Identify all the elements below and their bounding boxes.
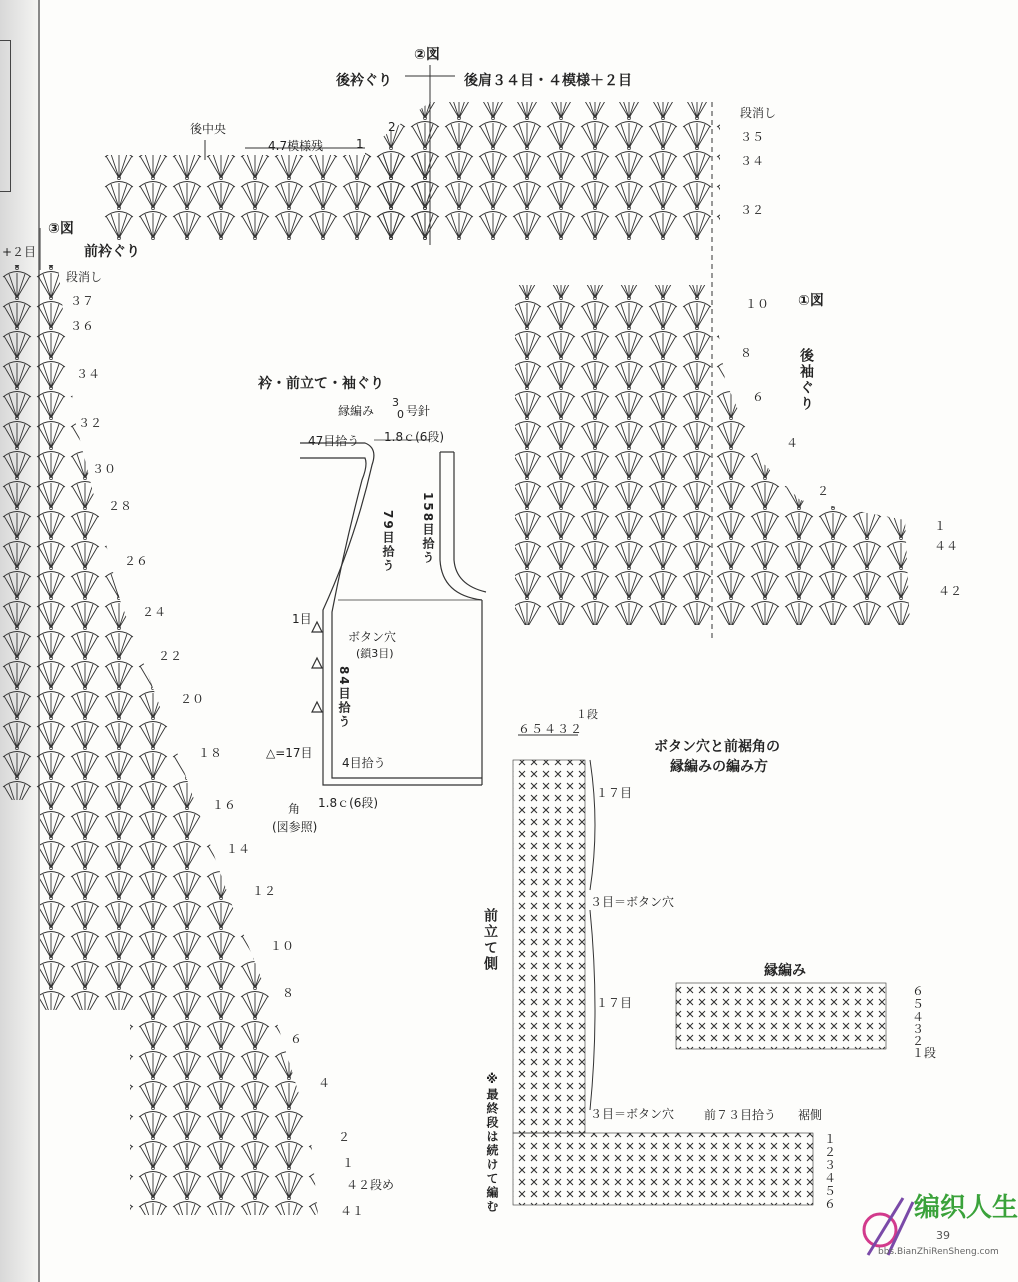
edging-row-label: ２ (912, 1034, 925, 1048)
armhole-inner (454, 452, 486, 592)
fig2-remain-label: 4.7模様残 (268, 139, 324, 153)
detail-bh2: ３目＝ボタン穴 (590, 1107, 675, 1121)
fig3-title: ③図 (48, 221, 74, 237)
edging-stitches (676, 983, 886, 1049)
fig3-row-label: ２０ (180, 692, 205, 706)
detail-row1: １段 (576, 708, 598, 721)
fig1-row-label: ４４ (934, 539, 959, 553)
fig2-right-stitches (365, 102, 720, 240)
detail-title-2: 縁編みの編み方 (670, 759, 768, 775)
edging-row-label: ３ (912, 1022, 925, 1036)
hook-suffix: 号針 (406, 404, 431, 418)
front-band-stitches (513, 760, 585, 1133)
fig1-row-label: １ (934, 519, 947, 533)
hem-row-label: ５ (824, 1184, 837, 1198)
buttonhole-chain-label: (鎖3目) (356, 647, 394, 660)
logo-url: bbs.BianZhiRenSheng.com (878, 1247, 999, 1257)
detail-seg2: １７目 (596, 996, 633, 1010)
fig3-row-label: ４１ (340, 1204, 365, 1218)
fig3-plus2: +２目 (2, 245, 37, 259)
fig3-neck-label: 前衿ぐり (84, 244, 140, 260)
hem-row-label: ３ (824, 1158, 837, 1172)
page-number: 39 (936, 1229, 950, 1242)
hem-row-label: ４ (824, 1171, 837, 1185)
corner-label: 角 (288, 802, 301, 816)
hem-row-label: ６ (824, 1197, 837, 1211)
front-pick-label: 84目拾う (337, 666, 351, 729)
fig3-row-label: ３６ (70, 319, 95, 333)
buttonhole-label: ボタン穴 (348, 630, 397, 644)
fig3-row-label: ２８ (108, 499, 133, 513)
fig3-row-label: ３７ (70, 294, 95, 308)
fig3-row-label: ８ (282, 986, 295, 1000)
fig3-row-label: ３０ (92, 462, 117, 476)
fig2-center-label: 後中央 (190, 122, 227, 136)
detail-front-pick: 前７３目拾う (704, 1108, 777, 1122)
fig2-title: ②図 (414, 47, 440, 63)
fig3-row-label: １ (342, 1156, 355, 1170)
hem-row-label: ２ (824, 1145, 837, 1159)
schematic-inner (300, 458, 482, 778)
detail-note: ※最終段は続けて編む (485, 1072, 499, 1214)
neck-side-pick-label: 79目拾う (381, 510, 395, 573)
edging-row-label: ６ (912, 984, 925, 998)
schematic-title: 衿・前立て・袖ぐり (258, 376, 384, 392)
fig2-row-label: ３４ (740, 154, 765, 168)
fig1-stitches (515, 285, 910, 625)
corner-ref-label: (図参照) (272, 820, 318, 834)
edging-row-label: ４ (912, 1010, 925, 1024)
fig2-row-label: ３２ (740, 203, 765, 217)
segment-brackets (590, 760, 595, 1110)
schematic-outer (300, 443, 482, 785)
schematic-subtitle: 縁編み (338, 404, 375, 418)
fig1-row-label: ２ (817, 484, 830, 498)
fig3-row-label: １６ (212, 798, 237, 812)
fig2-row-1: 1 (356, 137, 364, 151)
top-width-label: 1.8ｃ(6段) (384, 430, 445, 444)
fig1-row-label: ８ (740, 346, 753, 360)
fig3-row-label: ２６ (124, 554, 149, 568)
hook-numerator: 3 (392, 396, 399, 409)
fig3-row-label: 段消し (66, 270, 103, 284)
fig3-row-label: ６ (290, 1032, 303, 1046)
fig3-row-label: ２ (338, 1130, 351, 1144)
bottom-width-label: 1.8ｃ(6段) (318, 796, 379, 810)
fig3-row-label: １２ (252, 884, 277, 898)
armhole-pick-label: 158目拾う (421, 492, 435, 566)
edging-sample (676, 983, 886, 1049)
detail-bh1: ３目＝ボタン穴 (590, 895, 675, 909)
schematic-drawing (300, 440, 486, 785)
fig1-row-label: １０ (745, 297, 770, 311)
hem-pick-label: 4目拾う (342, 756, 386, 770)
detail-seg1: １７目 (596, 786, 633, 800)
fig3-row-label: ３４ (76, 367, 101, 381)
fig2-row-label: ３５ (740, 130, 765, 144)
neck-pick-label: 47目拾う (308, 434, 360, 448)
hook-denominator: 0 (397, 408, 404, 421)
fig1-label: 後袖ぐり (798, 348, 814, 412)
detail-title-1: ボタン穴と前裾角の (654, 739, 780, 755)
fig2-row-2: 2 (388, 120, 396, 134)
fig3-row-label: ３２ (78, 416, 103, 430)
detail-front-side: 前立て側 (482, 908, 498, 972)
edging-row-label: ５ (912, 997, 925, 1011)
logo-text: 编织人生 (914, 1193, 1018, 1223)
buttonhole-triangles (312, 622, 322, 712)
fig3-row-label: １０ (270, 939, 295, 953)
fig3-row-label: ４ (318, 1076, 331, 1090)
hem-row-label: １ (824, 1132, 837, 1146)
fig1-chart (515, 285, 910, 625)
triangle-note: △=17目 (266, 746, 313, 760)
fig2-neck-label: 後衿ぐり (336, 73, 392, 89)
hem-band-stitches (513, 1133, 813, 1205)
detail-hem-side: 裾側 (798, 1108, 823, 1122)
fig1-row-label: ４ (786, 436, 799, 450)
edging-title: 縁編み (764, 963, 806, 979)
fig2-shoulder-label: 後肩３４目・４模様＋２目 (464, 73, 632, 89)
fig3-row-label: １８ (198, 746, 223, 760)
detail-col-rows: ６５４３２ (518, 722, 584, 736)
fig3-row-label: ２４ (142, 605, 167, 619)
fig2-row-label: 段消し (740, 106, 777, 120)
fig1-row-label: ４２ (938, 584, 963, 598)
fig1-title: ①図 (798, 293, 824, 309)
fig3-stitches (0, 265, 318, 1215)
edging-row-label: １段 (912, 1046, 937, 1060)
fig3-row-label: ４２段め (346, 1178, 395, 1192)
fig3-row-label: １４ (226, 842, 251, 856)
first-stitch-label: 1目 (292, 612, 312, 626)
site-logo (858, 1185, 1018, 1280)
fig3-row-label: ２２ (158, 649, 183, 663)
fig1-row-label: ６ (752, 390, 765, 404)
